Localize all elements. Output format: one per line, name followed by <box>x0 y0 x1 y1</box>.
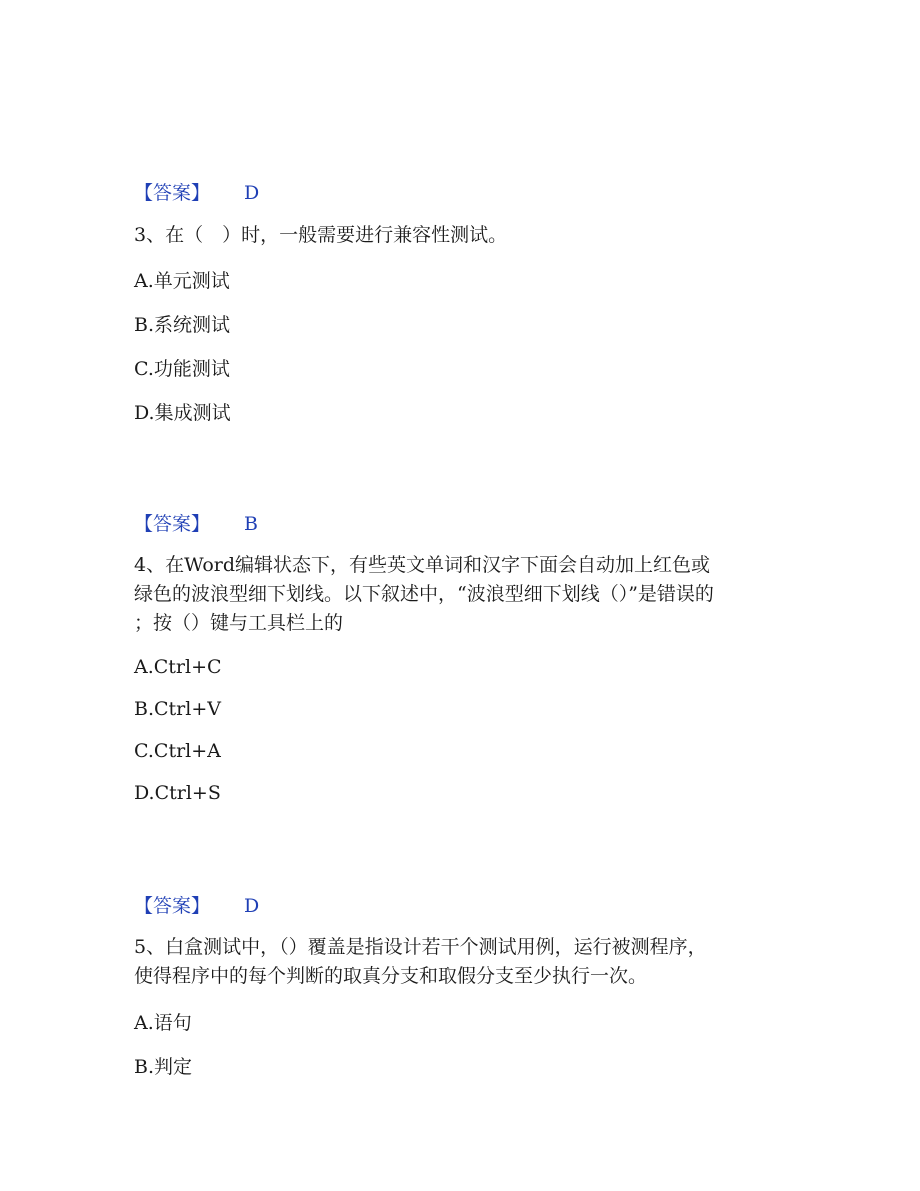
question-4-line-1: 4、在Word编辑状态下，有些英文单词和汉字下面会自动加上红色或 <box>134 554 711 576</box>
answer-label: 【答案】 <box>134 182 211 204</box>
question-5-line-1: 5、白盒测试中，（）覆盖是指设计若干个测试用例，运行被测程序， <box>134 936 707 958</box>
answer-line <box>134 509 258 536</box>
answer-value: B <box>244 513 258 535</box>
question-5-option-b: B.判定 <box>134 1056 193 1078</box>
question-4 <box>134 551 794 638</box>
question-4-option-c: C.Ctrl+A <box>134 740 221 762</box>
answer-line <box>134 178 259 205</box>
question-4-option-a: A.Ctrl+C <box>134 656 222 678</box>
question-5 <box>134 933 794 991</box>
question-4-option-b: B.Ctrl+V <box>134 698 221 720</box>
question-5-option-a: A.语句 <box>134 1012 192 1034</box>
question-4-line-3: ；按（）键与工具栏上的 <box>134 612 344 634</box>
answer-line <box>134 891 259 918</box>
question-3-option-c: C.功能测试 <box>134 358 230 380</box>
answer-value: D <box>244 182 260 204</box>
question-3-option-a: A.单元测试 <box>134 270 230 292</box>
answer-label: 【答案】 <box>134 895 211 917</box>
question-3: 3、在（ ）时，一般需要进行兼容性测试。 <box>134 224 508 246</box>
answer-value: D <box>244 895 260 917</box>
answer-label: 【答案】 <box>134 513 211 535</box>
question-3-option-b: B.系统测试 <box>134 314 231 336</box>
question-5-line-2: 使得程序中的每个判断的取真分支和取假分支至少执行一次。 <box>134 965 648 987</box>
question-4-line-2: 绿色的波浪型细下划线。以下叙述中，“波浪型细下划线（）”是错误的 <box>134 583 714 605</box>
question-3-option-d: D.集成测试 <box>134 402 231 424</box>
question-4-option-d: D.Ctrl+S <box>134 782 221 804</box>
